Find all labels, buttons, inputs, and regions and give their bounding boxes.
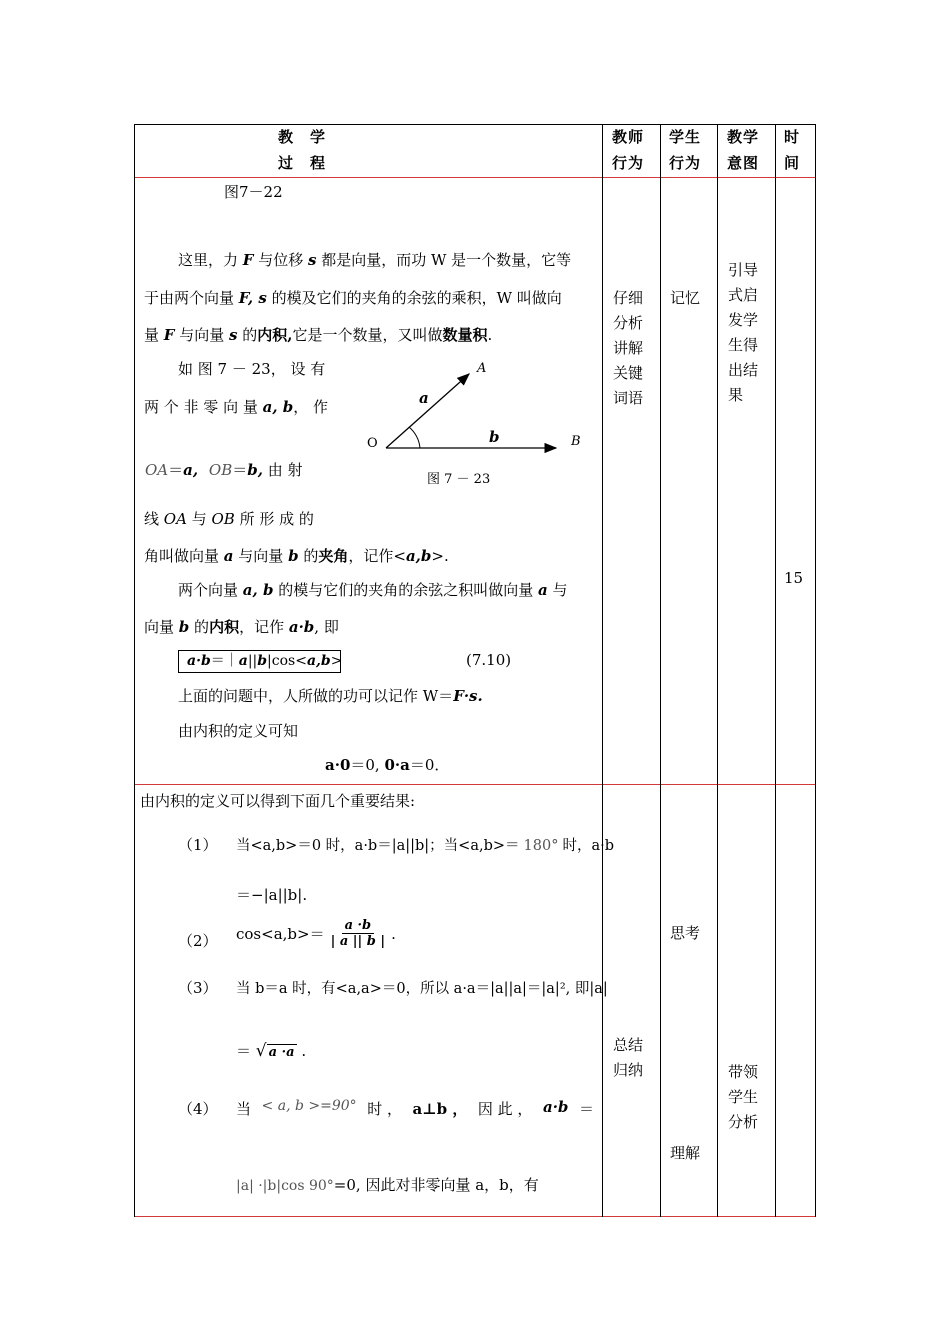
text: 的: [298, 547, 319, 565]
text: |a| ·|b|cos 90°: [236, 1178, 334, 1194]
header-teacher-line1: 教师: [612, 128, 645, 146]
text: 由 射: [262, 461, 303, 479]
text: 带领: [728, 1063, 759, 1081]
text: 与向量: [233, 547, 289, 565]
header-intent: [727, 124, 759, 176]
text: 两 个 非 零 向 量: [144, 398, 263, 416]
text: 生得: [728, 336, 759, 354]
text: 线: [144, 510, 164, 528]
figure-label-B: B: [571, 434, 581, 449]
row1-bottom-border: [134, 784, 816, 785]
paragraph-rays: [144, 508, 314, 529]
vector-a-arrow: [386, 374, 469, 448]
text: 与: [186, 510, 212, 528]
text: 分析: [613, 314, 644, 332]
vector-OB: OB: [208, 461, 233, 479]
term-inner-product: 内积: [209, 618, 240, 636]
text: =0, 因此对非零向量 a，b，有: [333, 1176, 539, 1194]
text: 引导: [728, 261, 759, 279]
row1-teaching-intent: [728, 258, 758, 408]
text: ，记作: [239, 618, 289, 636]
col-divider-time: [775, 124, 776, 1217]
text: 因 此 ，: [477, 1100, 533, 1118]
col-divider-teacher: [602, 124, 603, 1217]
paragraph-angle-def: [144, 545, 449, 566]
header-student: [669, 124, 701, 176]
text: 与: [547, 581, 568, 599]
text: 的模及它们的夹角的余弦的乘积，W 叫做向: [266, 289, 562, 307]
figure-7-23-caption: 图 7 － 23: [427, 472, 491, 487]
figure-label-a: a: [419, 389, 429, 407]
text: |cos<: [267, 653, 307, 669]
text: ＝: [232, 461, 248, 479]
row2-student-think: 思考: [670, 924, 701, 942]
header-time-line2: 间: [784, 154, 801, 172]
text: 两个向量: [178, 581, 243, 599]
result-4-line1: [236, 1098, 594, 1119]
text: 当<a,b>＝0 时，a·b＝|a||b|；当<a,b>＝: [236, 838, 520, 854]
text: a·b: [187, 653, 211, 669]
result-1-line2: ＝−|a||b|.: [236, 886, 308, 904]
expr-F-dot-s: F·s.: [453, 687, 483, 705]
text: , 即: [314, 618, 339, 636]
text: ＝0．: [409, 756, 450, 774]
header-process-line2: 过 程: [278, 154, 327, 172]
vector-a: a: [223, 547, 234, 565]
term-inner-product: 内积,: [257, 326, 293, 344]
result-2-number: （2）: [178, 932, 218, 950]
figure-label-O: O: [367, 436, 378, 451]
header-time-line1: 时: [784, 128, 801, 146]
result-1-number: （1）: [178, 836, 218, 854]
text: >.: [431, 547, 449, 565]
text: 时 ，: [367, 1100, 402, 1118]
header-time: [784, 124, 800, 176]
header-teacher: [612, 124, 644, 176]
text: .: [487, 326, 493, 344]
paragraph-work-line2: [144, 287, 562, 308]
vectors-F-s: F, s: [238, 289, 267, 307]
row1-time: 15: [784, 569, 804, 587]
expr-a-dot-b: a·b: [288, 618, 315, 636]
text: .: [301, 1042, 307, 1060]
text: 它是一个数量，又叫做: [292, 326, 443, 344]
text: 总结: [613, 1036, 644, 1054]
paragraph-fig-ref: 如 图 7 － 23， 设 有: [178, 360, 326, 378]
fraction-numerator: a ·b: [342, 918, 375, 934]
paragraph-OA-OB: [145, 459, 303, 480]
angle-90: < a, b >=90°: [261, 1098, 357, 1114]
paragraph-inner-def-line2: [144, 616, 339, 637]
header-process: [278, 124, 326, 176]
vector-OA: OA: [145, 461, 169, 479]
result-3-number: （3）: [178, 979, 218, 997]
text: 关键: [613, 364, 644, 382]
vector-b: b: [288, 547, 299, 565]
vector-s: s: [307, 251, 317, 269]
row2-teacher-behavior: [613, 1033, 643, 1083]
col-divider-student: [660, 124, 661, 1217]
text: b: [257, 653, 268, 669]
header-student-line1: 学生: [669, 128, 702, 146]
text: 与位移: [253, 251, 308, 269]
zero-vector-results: [325, 754, 449, 775]
row1-student-behavior: 记忆: [670, 289, 701, 307]
text: 当: [236, 1100, 252, 1118]
table-top-border: [134, 124, 816, 125]
text: 上面的问题中，人所做的功可以记作 W＝: [178, 687, 454, 705]
angle-arc: [409, 427, 420, 448]
text: ，记作<: [348, 547, 406, 565]
text: cos<a,b>＝: [236, 925, 325, 943]
text: 与向量: [174, 326, 229, 344]
vector-b: b: [178, 618, 190, 636]
vector-F: F: [163, 326, 175, 344]
text: 量: [144, 326, 164, 344]
figure-label-A: A: [477, 361, 487, 376]
ray-OB: OB: [211, 510, 235, 528]
text: a,b: [306, 653, 331, 669]
text: a: [238, 653, 248, 669]
text: 式启: [728, 286, 759, 304]
paragraph-inner-def-line1: [178, 579, 568, 600]
paragraph-work-line1: [178, 249, 571, 270]
text: 的: [237, 326, 258, 344]
text: >: [330, 653, 343, 669]
text: .: [391, 924, 396, 943]
header-intent-line2: 意图: [727, 154, 760, 172]
text: 分析: [728, 1113, 759, 1131]
row2-intro: 由内积的定义可以得到下面几个重要结果:: [140, 792, 416, 810]
paragraph-work-line3: [144, 324, 492, 345]
text: a·0: [325, 756, 351, 774]
sqrt-radicand: a ·a: [268, 1045, 295, 1060]
text: 向量: [144, 618, 179, 636]
vector-a: a: [537, 581, 548, 599]
text: 发学: [728, 311, 759, 329]
term-scalar-product: 数量积: [442, 326, 488, 344]
text: 时，a·b: [562, 838, 614, 854]
vectors-a-b: a, b: [262, 398, 294, 416]
header-intent-line1: 教学: [727, 128, 760, 146]
paragraph-work-expression: [178, 685, 483, 706]
text: 归纳: [613, 1061, 644, 1079]
vector-a: a,: [183, 461, 199, 479]
text: ＝0,: [350, 756, 385, 774]
perpendicular-expr: a⊥b ，: [412, 1100, 468, 1118]
vector-b: b,: [247, 461, 263, 479]
text: ＝: [578, 1100, 594, 1118]
ray-OA: OA: [163, 510, 187, 528]
result-3-line1: 当 b＝a 时，有<a,a>＝0，所以 a·a＝|a||a|＝|a|², 即|a|: [236, 981, 608, 997]
text: 的: [189, 618, 210, 636]
text: 这里，力: [178, 251, 243, 269]
table-right-border: [815, 124, 816, 1217]
vector-F: F: [242, 251, 254, 269]
row2-teaching-intent: [728, 1060, 758, 1135]
text: 果: [728, 386, 744, 404]
text: ＝: [236, 1042, 252, 1060]
table-left-border: [134, 124, 135, 1217]
result-4-number: （4）: [178, 1100, 218, 1118]
formula-7-10-box: [178, 650, 341, 673]
paragraph-by-definition: 由内积的定义可知: [178, 722, 299, 740]
header-teacher-line2: 行为: [612, 154, 645, 172]
result-3-line2: [236, 1040, 306, 1061]
text: 出结: [728, 361, 759, 379]
result-1-line1: [236, 834, 614, 855]
vector-s: s: [228, 326, 238, 344]
col-divider-intent: [717, 124, 718, 1217]
figure-7-22-caption: 图7－22: [224, 183, 283, 201]
table-bottom-border: [134, 1216, 816, 1217]
expr-a-dot-b: a·b: [542, 1098, 569, 1116]
header-process-line1: 教 学: [278, 128, 327, 146]
text: 0·a: [384, 756, 410, 774]
vectors-a-b: a,b: [405, 547, 432, 565]
term-angle: 夹角: [318, 547, 349, 565]
angle-180: 180°: [523, 838, 559, 854]
text: ＝｜: [210, 653, 239, 669]
text: 所 形 成 的: [234, 510, 314, 528]
result-2-formula: [236, 918, 396, 949]
vectors-a-b: a, b: [242, 581, 274, 599]
text: 的模与它们的夹角的余弦之积叫做向量: [273, 581, 538, 599]
header-bottom-border: [134, 177, 816, 178]
row1-teacher-behavior: [613, 286, 643, 411]
text: 学生: [728, 1088, 759, 1106]
text: ||: [247, 653, 258, 669]
text: ＝: [168, 461, 184, 479]
text: ， 作: [293, 398, 329, 416]
text: 于由两个向量: [144, 289, 239, 307]
sqrt-sign-icon: √: [255, 1041, 267, 1061]
result-4-line2: [236, 1174, 539, 1195]
row2-student-understand: 理解: [670, 1144, 701, 1162]
text: 讲解: [613, 339, 644, 357]
header-student-line2: 行为: [669, 154, 702, 172]
text: 都是向量，而功 W 是一个数量，它等: [316, 251, 572, 269]
cos-fraction: [328, 918, 389, 949]
text: 角叫做向量: [144, 547, 224, 565]
formula-number: (7.10): [466, 651, 512, 669]
text: 词语: [613, 389, 644, 407]
fraction-denominator: | a || b |: [330, 934, 386, 949]
text: 仔细: [613, 289, 644, 307]
paragraph-two-vectors: [144, 396, 328, 417]
figure-label-b: b: [489, 428, 500, 446]
